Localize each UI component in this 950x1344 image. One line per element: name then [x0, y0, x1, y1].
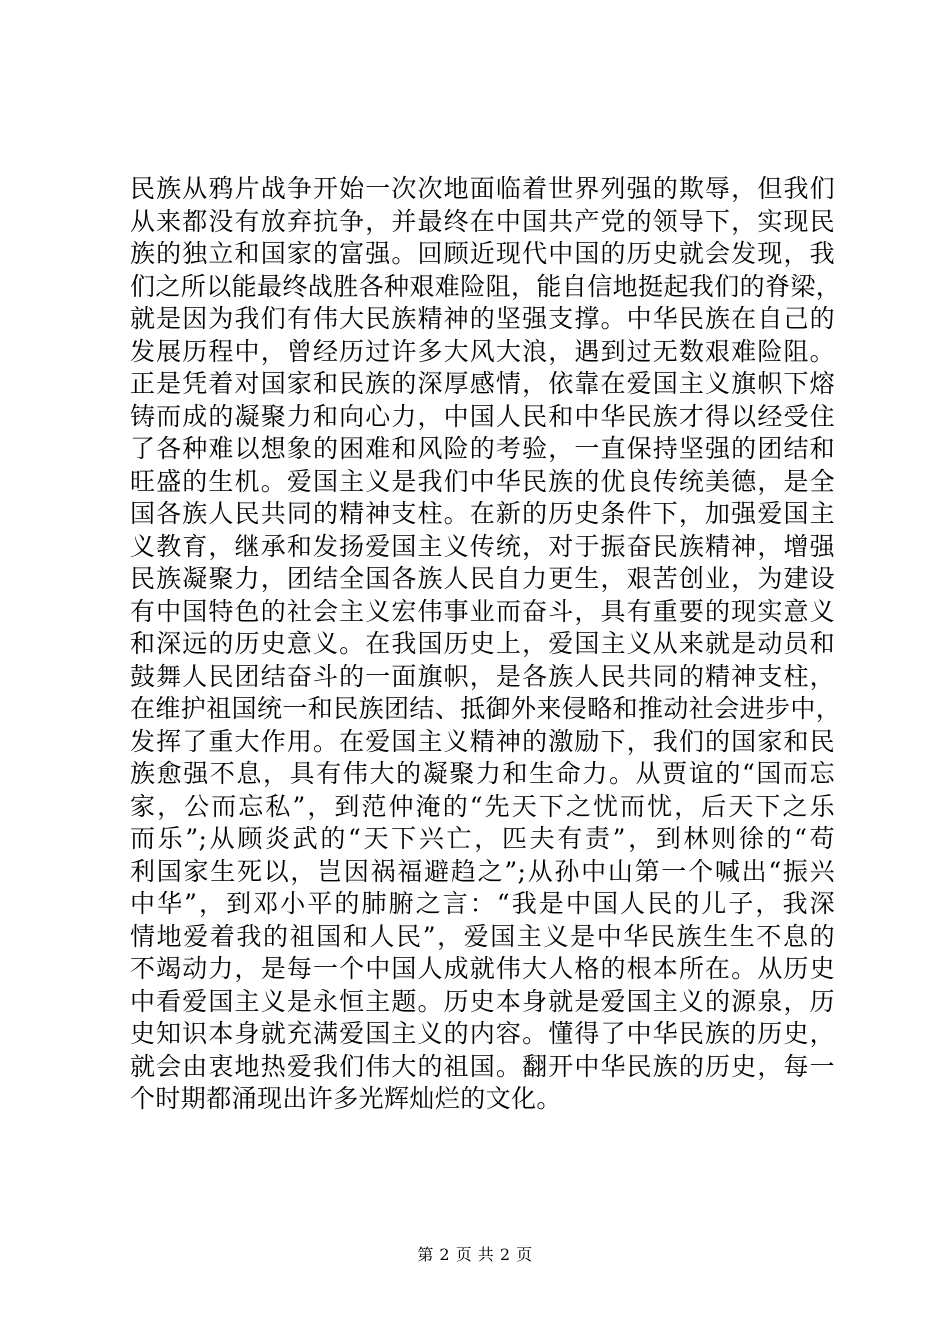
text-line: 民族凝聚力，团结全国各族人民自力更生，艰苦创业，为建设 — [130, 564, 835, 593]
text-line: 家，公而忘私”，到范仲淹的“先天下之忧而忧，后天下之乐 — [130, 791, 835, 821]
text-line: 义教育，继承和发扬爱国主义传统，对于振奋民族精神，增强 — [130, 531, 835, 561]
text-line: 正是凭着对国家和民族的深厚感情，依靠在爱国主义旗帜下熔 — [130, 369, 835, 398]
body-paragraph — [130, 173, 842, 1116]
text-line: 族愈强不息，具有伟大的凝聚力和生命力。从贾谊的“国而忘 — [130, 759, 835, 788]
text-line: 民族从鸦片战争开始一次次地面临着世界列强的欺辱，但我们 — [130, 174, 835, 203]
text-line: 个时期都涌现出许多光辉灿烂的文化。 — [130, 1084, 562, 1113]
text-line: 从来都没有放弃抗争，并最终在中国共产党的领导下，实现民 — [130, 206, 835, 236]
text-line: 发挥了重大作用。在爱国主义精神的激励下，我们的国家和民 — [130, 726, 835, 756]
text-line: 了各种难以想象的困难和风险的考验，一直保持坚强的团结和 — [130, 434, 835, 463]
text-line: 国各族人民共同的精神支柱。在新的历史条件下，加强爱国主 — [130, 499, 835, 528]
text-line: 利国家生死以，岂因祸福避趋之”;从孙中山第一个喊出“振兴 — [130, 856, 835, 886]
text-line: 不竭动力，是每一个中国人成就伟大人格的根本所在。从历史 — [130, 954, 835, 983]
text-line: 族的独立和国家的富强。回顾近现代中国的历史就会发现，我 — [130, 239, 835, 268]
text-line: 而乐”;从顾炎武的“天下兴亡，匹夫有责”，到林则徐的“苟 — [130, 824, 835, 853]
text-line: 铸而成的凝聚力和向心力，中国人民和中华民族才得以经受住 — [130, 401, 835, 431]
text-line: 鼓舞人民团结奋斗的一面旗帜，是各族人民共同的精神支柱， — [130, 661, 835, 691]
text-line: 就是因为我们有伟大民族精神的坚强支撑。中华民族在自己的 — [130, 304, 835, 333]
text-line: 和深远的历史意义。在我国历史上，爱国主义从来就是动员和 — [130, 629, 835, 658]
text-line: 情地爱着我的祖国和人民”，爱国主义是中华民族生生不息的 — [130, 921, 835, 951]
text-line: 旺盛的生机。爱国主义是我们中华民族的优良传统美德，是全 — [130, 466, 835, 496]
page-footer: 第 2 页 共 2 页 — [417, 1245, 533, 1264]
text-line: 中看爱国主义是永恒主题。历史本身就是爱国主义的源泉，历 — [130, 986, 835, 1016]
text-line: 有中国特色的社会主义宏伟事业而奋斗，具有重要的现实意义 — [130, 596, 835, 626]
text-line: 史知识本身就充满爱国主义的内容。懂得了中华民族的历史， — [130, 1019, 835, 1048]
text-line: 发展历程中，曾经历过许多大风大浪，遇到过无数艰难险阻。 — [130, 336, 835, 366]
text-line: 在维护祖国统一和民族团结、抵御外来侵略和推动社会进步中， — [130, 694, 842, 723]
text-line: 们之所以能最终战胜各种艰难险阻，能自信地挺起我们的脊梁， — [130, 271, 842, 301]
text-line: 就会由衷地热爱我们伟大的祖国。翻开中华民族的历史，每一 — [130, 1051, 835, 1081]
text-line: 中华”，到邓小平的肺腑之言：“我是中国人民的儿子，我深 — [130, 889, 835, 918]
